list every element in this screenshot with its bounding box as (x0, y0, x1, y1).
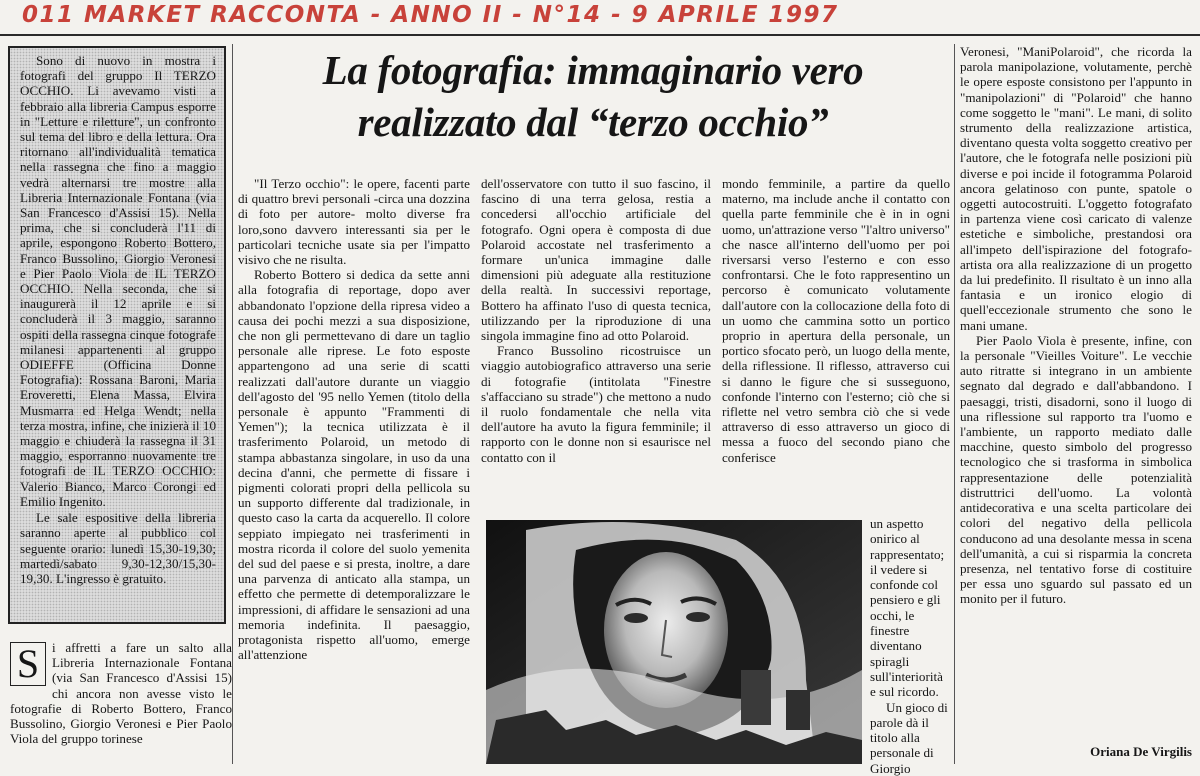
article-column-3 (722, 176, 950, 516)
article-paragraph: un aspetto onirico al rappresentato; il vedere si confonde col pensiero e gli occhi, le finestre diventano spiragli sull'interiorità e sul ricordo. (870, 516, 945, 700)
handwritten-header: 011 MARKET RACCONTA - ANNO II - N°14 - 9 APRILE 1997 (22, 2, 839, 28)
article-column-4 (960, 44, 1192, 744)
column-divider (232, 44, 233, 764)
article-photo (486, 520, 862, 764)
article-paragraph: mondo femminile, a partire da quello materno, ma include anche il contatto con quella parte femminile che è in in ogni uomo, un'attrazione verso "l'altro universo" che nasce all'interno dell'uomo per poi riversarsi verso l'esterno e con esso confrontarsi. Che le foto rappresentino un percorso è comunicato volutamente dall'autore con la collocazione della foto di un uomo che cammina sotto un portico proprio in apertura della personale, un portico sfocato però, un luogo della mente, della riflessione. Il riflesso, attraverso cui si danno le figure che si susseguono, confonde l'interno con l'esterno; ciò che si riflette nel vetro sembra ciò che si vede attraverso di esso attraverso un gioco di messa a fuoco del secondo piano che conferisce (722, 176, 950, 465)
sidebar-text (20, 53, 216, 586)
sidebar-box (8, 46, 226, 624)
sidebar-paragraph: Le sale espositive della libreria saranno aperte al pubblico col seguente orario: lunedì 15,30-19,30; martedì/sabato 9,30-12,30/15,30-19,30. L'ingresso è gratuito. (20, 510, 216, 586)
article-paragraph: dell'osservatore con tutto il suo fascino, il fascino di una terra gelosa, restia a concedersi all'occhio artificiale del fotografo. Ogni opera è composta di due Polaroid accostate nel trasferimento a formare un'unica immagine dalle dimensioni più adeguate alla restituzione della realtà. In successivi reportage, Bottero ha affinato l'uso di questa tecnica, utilizzando per la riproduzione di una singola immagine fino ad otto Polaroid. (481, 176, 711, 344)
sidebar-paragraph: Sono di nuovo in mostra i fotografi del gruppo Il TERZO OCCHIO. Li avevamo visti a febbraio alla libreria Campus esporre in "Letture e riletture", un confronto sul tema del libro e della lettura. Ora ritornano all'individualità tematica nella rassegna che fino a maggio vedrà alternarsi tre mostre alla Libreria Internazionale Fontana (via San Francesco d'Assisi 15). Nella prima, che si concluderà l'11 di aprile, espongono Roberto Bottero, Franco Bussolino, Giorgio Veronesi e Pier Paolo Viola de IL TERZO OCCHIO. Nella seconda, che si inaugurerà il 12 aprile e si concluderà il 3 maggio, saranno ospiti della rassegna cinque fotografe milanesi appartenenti al gruppo ODIEFFE (Officina Donne Fotografia): Rossana Baroni, Maria Eroveretti, Elena Massa, Elvira Musmarra ed Helga Wendt; nella terza mostra, infine, che inizierà il 10 maggio e chiuderà la rassegna il 31 maggio, esporranno nuovamente tre fotografi de IL TERZO OCCHIO: Valerio Bianco, Marco Corongi ed Emilio Ingenito. (20, 53, 216, 509)
column-divider (954, 44, 955, 764)
article-paragraph: Roberto Bottero si dedica da sette anni alla fotografia di reportage, dopo aver abbandonato l'opzione della ripresa video a causa dei pochi mezzi a sua disposizione, che non gli permettevano di dare un taglio personale alle riprese. Le foto esposte appartengono ad una serie di scatti realizzati dall'autore durante un viaggio dell'agosto del '95 nello Yemen (titolo della personale è appunto "Frammenti di Yemen"); la tecnica utilizzata è il trasferimento Polaroid, un metodo di stampa abbastanza singolare, in uso da una decina d'anni, che permette di fissare i pigmenti colorati propri della pellicola su un supporto differente dal tradizionale, in questo caso la carta da acquerello. Il colore seppiato impiegato nei trasferimenti in mostra ricorda il colore del suolo yemenita del sud del paese e si presta, inoltre, a dare una parvenza di anticato alla stampa, un effetto che permette di detemporalizzare le impressioni, di affidare le sensazioni ad una memoria indefinita. Il paesaggio, protagonista rispetto all'uomo, emerge all'attenzione (238, 267, 470, 663)
article-headline (238, 44, 948, 164)
article-column-2 (481, 176, 711, 516)
intro-paragraph (10, 640, 232, 760)
article-paragraph: Pier Paolo Viola è presente, infine, con la personale "Vieilles Voiture". Le vecchie auto ritratte si integrano in un ambiente segnato dal degrado e dall'abbandono. I paesaggi, tristi, disadorni, sono il luogo di una riflessione sul rapporto tra l'uomo e l'ambiente, un rapporto mediato dalle macchine, questo simbolo del progresso tecnologico che si trasforma in simbolica rappresentazione delle potenzialità distruttrici dell'uomo. La volontà antidecorativa e una scelta particolare dei colori del negativo della pellicola conducono ad una desolante messa in scena dell'umanità, a cui si risparmia la concreta presenza, nel tentativo forse di costituire per essa uno sguardo sul passato ed un monito per il futuro. (960, 332, 1192, 607)
article-column-1 (238, 176, 470, 764)
article-column-3-narrow (870, 516, 950, 776)
article-paragraph: "Il Terzo occhio": le opere, facenti parte di quattro brevi personali -circa una dozzina di foto per autore- molto diverse fra loro,sono davvero interessanti sia per le particolari tecniche usate sia per l'impatto visivo che ne risulta. (238, 176, 470, 268)
headline-line-1: La fotografia: immaginario vero (322, 47, 864, 93)
top-rule (0, 34, 1200, 36)
byline: Oriana De Virgilis (1090, 744, 1192, 759)
drop-cap: S (10, 642, 46, 686)
portrait-photo-illustration (486, 520, 862, 764)
article-paragraph: Franco Bussolino ricostruisce un viaggio autobiografico attraverso una serie di fotografie (intitolata "Finestre s'affacciano su strade") che mettono a nudo il ruolo fondamentale che nella vita dell'autore ha avuto la figura femminile; il rapporto con le donne non si esaurisce nel contatto con il (481, 343, 711, 465)
article-paragraph: Veronesi, "ManiPolaroid", che ricorda la parola manipolazione, volutamente, perchè le opere esposte consistono per l'appunto in "manipolazioni" di "Polaroid" che hanno come soggetto le "mani". Le mani, di solito strumento della realizzazione artistica, diventano questa volta soggetto creativo per l'autore, che le fotografa nelle posizioni più diverse e poi incide il fotogramma Polaroid ancora gelatinoso con punte, spatole o oggetti autocostruiti. L'oggetto fotografato in partenza viene così caricato di valenze estetiche e simboliche, prestandosi ora all'impeto dell'ispirazione del fotografo-artista ora alla realizzazione di un progetto da lui predefinito. Il risultato è un inno alla fantasia e un ironico elogio di quell'eccezionale strumento che sono le mani umane. (960, 44, 1192, 333)
intro-text: i affretti a fare un salto alla Libreria Internazionale Fontana (via San Francesco d'Assisi 15) chi ancora non avesse visto le fotografie di Roberto Bottero, Franco Bussolino, Giorgio Veronesi e Pier Paolo Viola del gruppo torinese (10, 640, 232, 747)
headline-line-2: realizzato dal “terzo occhio” (357, 99, 829, 145)
article-paragraph: Un gioco di parole dà il titolo alla personale di Giorgio (870, 699, 948, 776)
